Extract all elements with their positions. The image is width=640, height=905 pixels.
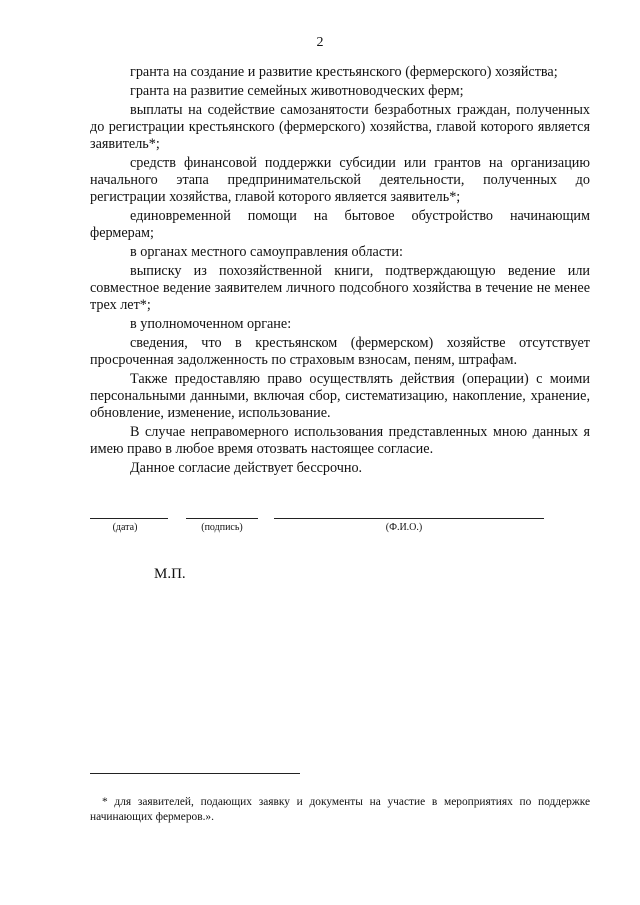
paragraph-grant-livestock: гранта на развитие семейных животноводческих ферм; xyxy=(130,83,464,99)
page-number: 2 xyxy=(316,35,324,50)
paragraph-household-aid: единовременной помощи на бытовое обустройство начинающим фермерам; xyxy=(90,208,590,241)
paragraph-no-debt: сведения, что в крестьянском (фермерском) хозяйстве отсутствует просроченная задолженность по страховым взносам, пеням, штрафам. xyxy=(90,335,590,368)
date-label: (дата) xyxy=(112,522,138,533)
paragraph-revoke-consent: В случае неправомерного использования представленных мною данных я имею право в любое время отозвать настоящее согласие. xyxy=(90,424,590,457)
paragraph-self-employment: выплаты на содействие самозанятости безработных граждан, полученных до регистрации крестьянского (фермерского) хозяйства, главой которого является заявитель*; xyxy=(90,102,590,152)
paragraph-grant-farm: гранта на создание и развитие крестьянского (фермерского) хозяйства; xyxy=(130,64,558,80)
full-name-line[interactable] xyxy=(274,518,544,519)
paragraph-financial-support: средств финансовой поддержки субсидии или грантов на организацию начального этапа предпринимательской деятельности, полученных до регистрации хозяйства, главой которого является заявитель*; xyxy=(90,155,590,205)
stamp-place: М.П. xyxy=(154,566,186,582)
paragraph-local-government: в органах местного самоуправления области: xyxy=(130,244,403,260)
footnote-divider xyxy=(90,773,300,774)
full-name-label: (Ф.И.О.) xyxy=(385,522,423,533)
footnote-text: * для заявителей, подающих заявку и документы на участие в мероприятиях по поддержке начинающих фермеров.». xyxy=(90,796,590,823)
paragraph-personal-data: Также предоставляю право осуществлять действия (операции) с моими персональными данными, включая сбор, систематизацию, накопление, хранение, обновление, изменение, использование. xyxy=(90,371,590,421)
paragraph-indefinite: Данное согласие действует бессрочно. xyxy=(130,460,363,476)
consent-body xyxy=(90,64,590,479)
paragraph-authorized-body: в уполномоченном органе: xyxy=(130,316,292,332)
date-line[interactable] xyxy=(90,518,168,519)
footnote xyxy=(90,795,590,827)
paragraph-household-book: выписку из похозяйственной книги, подтверждающую ведение или совместное ведение заявителем личного подсобного хозяйства в течение не менее трех лет*; xyxy=(90,263,590,313)
signature-line[interactable] xyxy=(186,518,258,519)
signature-label: (подпись) xyxy=(201,522,243,533)
